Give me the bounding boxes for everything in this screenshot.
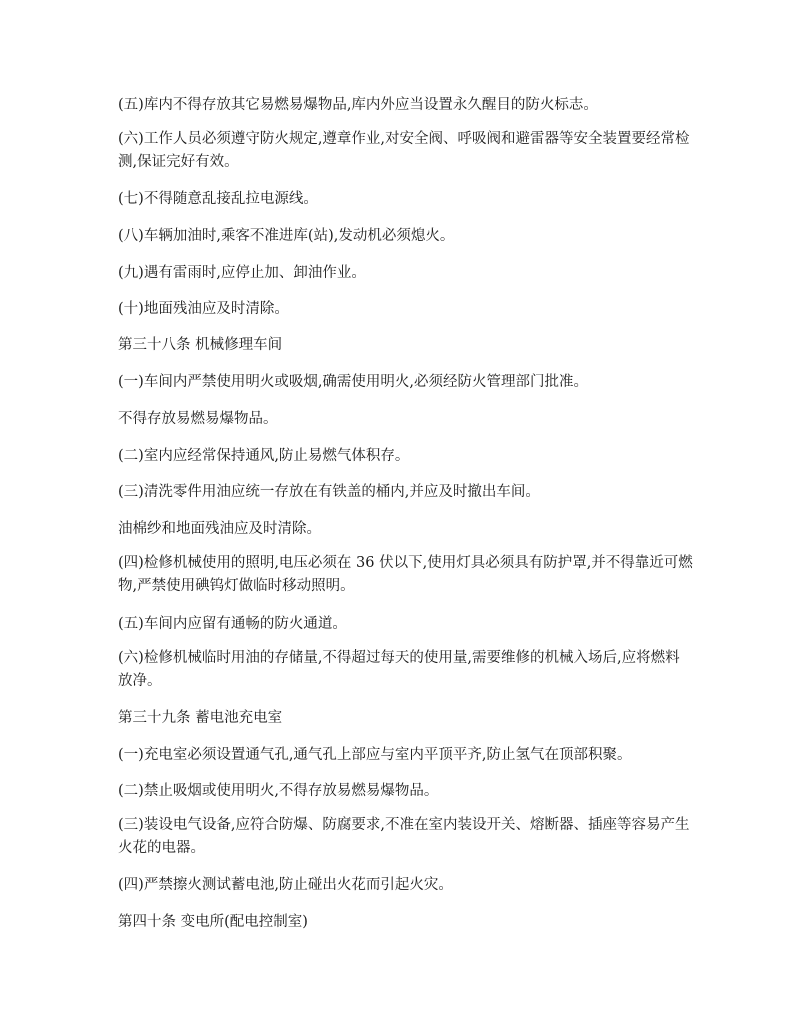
paragraph-workshop-1: (一)车间内严禁使用明火或吸烟,确需使用明火,必须经防火管理部门批准。: [118, 374, 589, 390]
paragraph-workshop-6: (六)检修机械临时用油的存储量,不得超过每天的使用量,需要维修的机械入场后,应将燃料放净。: [118, 650, 680, 689]
paragraph-battery-2: (二)禁止吸烟或使用明火,不得存放易燃易爆物品。: [118, 783, 439, 799]
paragraph-item-9: (九)遇有雷雨时,应停止加、卸油作业。: [118, 265, 366, 281]
article-40-heading: 第四十条 变电所(配电控制室): [118, 914, 308, 930]
paragraph-workshop-3-cont: 油棉纱和地面残油应及时清除。: [118, 521, 321, 537]
article-38-heading: 第三十八条 机械修理车间: [118, 337, 283, 353]
paragraph-workshop-4: (四)检修机械使用的照明,电压必须在 36 伏以下,使用灯具必须具有防护罩,并不得靠近可燃物,严禁使用碘钨灯做临时移动照明。: [118, 555, 693, 594]
paragraph-workshop-2: (二)室内应经常保持通风,防止易燃气体积存。: [118, 448, 410, 464]
paragraph-item-6: (六)工作人员必须遵守防火规定,遵章作业,对安全阀、呼吸阀和避雷器等安全装置要经常检测,保证完好有效。: [118, 131, 690, 170]
paragraph-battery-4: (四)严禁擦火测试蓄电池,防止碰出火花而引起火灾。: [118, 877, 453, 893]
paragraph-item-5: (五)库内不得存放其它易燃易爆物品,库内外应当设置永久醒目的防火标志。: [118, 97, 598, 113]
paragraph-battery-1: (一)充电室必须设置通气孔,通气孔上部应与室内平顶平齐,防止氢气在顶部积聚。: [118, 747, 632, 763]
paragraph-item-8: (八)车辆加油时,乘客不准进库(站),发动机必须熄火。: [118, 228, 455, 244]
paragraph-item-7: (七)不得随意乱接乱拉电源线。: [118, 191, 318, 207]
article-39-heading: 第三十九条 蓄电池充电室: [118, 710, 283, 726]
paragraph-workshop-1-cont: 不得存放易燃易爆物品。: [118, 411, 278, 427]
paragraph-workshop-3: (三)清洗零件用油应统一存放在有铁盖的桶内,并应及时撤出车间。: [118, 484, 540, 500]
paragraph-workshop-5: (五)车间内应留有通畅的防火通道。: [118, 616, 347, 632]
paragraph-item-10: (十)地面残油应及时清除。: [118, 301, 289, 317]
paragraph-battery-3: (三)装设电气设备,应符合防爆、防腐要求,不准在室内装设开关、熔断器、插座等容易产生火花的电器。: [118, 817, 690, 856]
